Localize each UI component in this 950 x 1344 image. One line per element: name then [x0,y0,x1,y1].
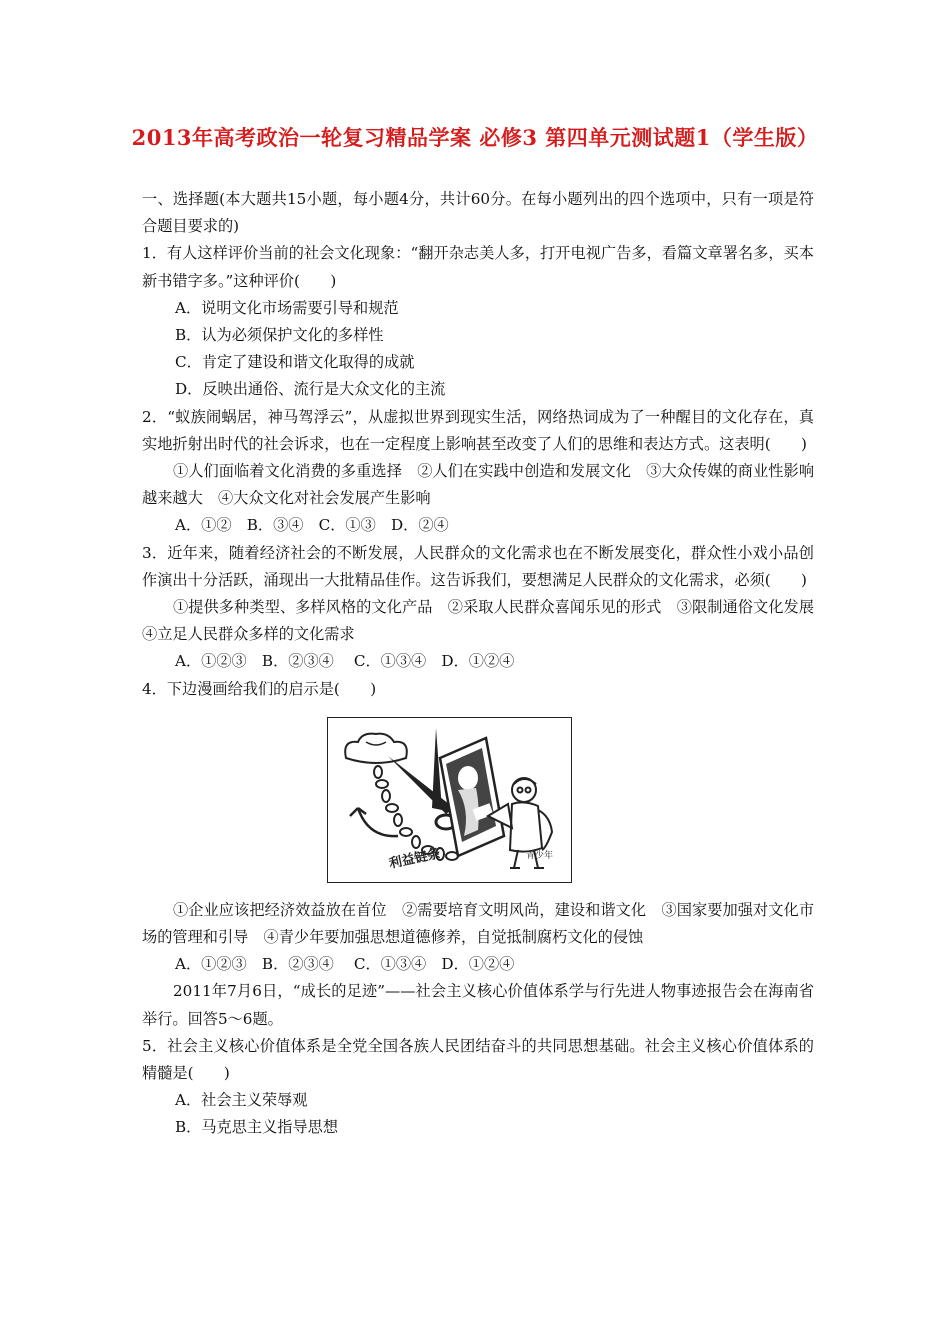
question-2-answers: A．①② B．③④ C．①③ D．②④ [175,516,449,535]
question-1-option-a: A．说明文化市场需要引导和规范 [175,298,399,317]
question-5-option-a: A．社会主义荣辱观 [175,1091,308,1110]
question-4-answers: A．①②③ B．②③④ C．①③④ D．①②④ [175,955,515,974]
question-5-option-b: B．马克思主义指导思想 [175,1118,339,1137]
chain-label: 利益链条 [387,846,442,872]
question-2-items: ①人们面临着文化消费的多重选择 ②人们在实践中创造和发展文化 ③大众传媒的商业性影响越来越大 ④大众文化对社会发展产生影响 [142,462,814,508]
passage-text: 2011年7月6日，“成长的足迹”——社会主义核心价值体系学与行先进人物事迹报告会在海南省举行。回答5～6题。 [142,982,814,1028]
question-4-stem: 4．下边漫画给我们的启示是( ) [142,679,377,698]
question-1-option-b: B．认为必须保护文化的多样性 [175,326,384,345]
question-3-answers: A．①②③ B．②③④ C．①③④ D．①②④ [175,652,515,671]
page-title: 2013年高考政治一轮复习精品学案 必修3 第四单元测试题1（学生版） [131,125,819,150]
question-2-stem: 2．“蚁族闹蜗居，神马驾浮云”，从虚拟世界到现实生活，网络热词成为了一种醒目的文化存在，真实地折射出时代的社会诉求，也在一定程度上影响甚至改变了人们的思维和表达方式。这表明( ) [142,407,814,453]
question-1-stem: 1．有人这样评价当前的社会文化现象：“翻开杂志美人多，打开电视广告多，看篇文章署名多，买本新书错字多。”这种评价( ) [142,244,814,290]
question-3-stem: 3．近年来，随着经济社会的不断发展，人民群众的文化需求也在不断发展变化，群众性小戏小品创作演出十分活跃，涌现出一大批精品佳作。这告诉我们，要想满足人民群众的文化需求，必须( ) [142,543,814,589]
cartoon-drawing [328,718,571,882]
question-4-items: ①企业应该把经济效益放在首位 ②需要培育文明风尚，建设和谐文化 ③国家要加强对文化市场的管理和引导 ④青少年要加强思想道德修养，自觉抵制腐朽文化的侵蚀 [142,900,814,947]
question-5-stem: 5．社会主义核心价值体系是全党全国各族人民团结奋斗的共同思想基础。社会主义核心价值体系的精髓是( ) [142,1036,814,1083]
youth-label: 青少年 [526,850,554,861]
document-body [142,186,830,1142]
magazine-shape [440,738,504,856]
question-1-option-d: D．反映出通俗、流行是大众文化的主流 [175,380,446,399]
ingot-shape [345,734,407,763]
cartoon-figure [327,717,572,883]
question-1-option-c: C．肯定了建设和谐文化取得的成就 [175,353,415,372]
question-3-items: ①提供多种类型、多样风格的文化产品 ②采取人民群众喜闻乐见的形式 ③限制通俗文化发展 ④立足人民群众多样的文化需求 [142,598,830,644]
section-header: 一、选择题(本大题共15小题，每小题4分，共计60分。在每小题列出的四个选项中，只有一项是符合题目要求的) [142,190,814,236]
